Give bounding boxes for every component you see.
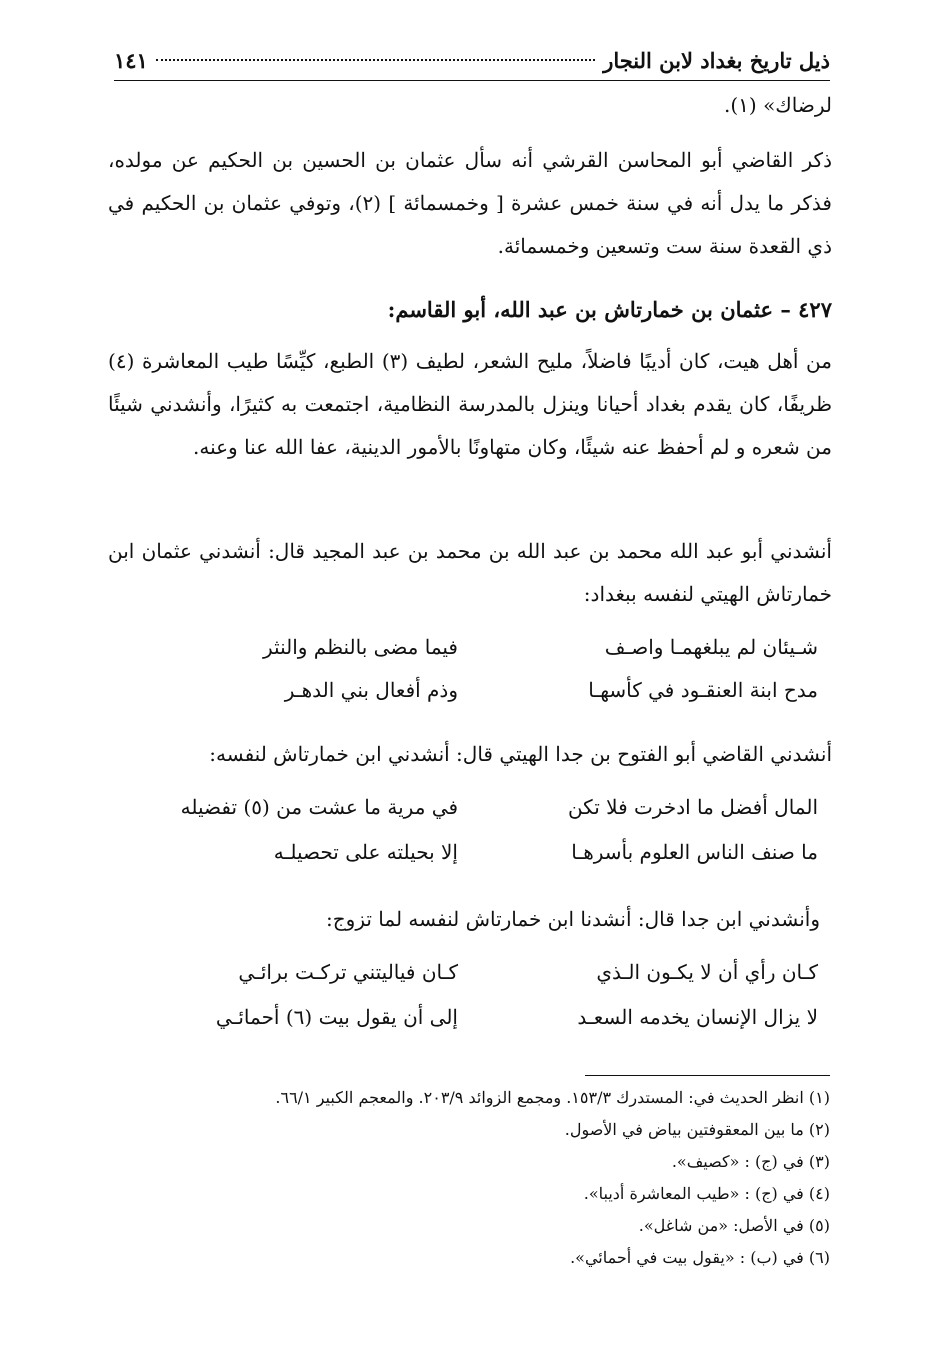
- verse-hemistich-first: مدح ابنة العنقـود في كأسهـا: [588, 678, 818, 702]
- paragraph-birth-death: ذكر القاضي أبو المحاسن القرشي أنه سأل عثمان بن الحسين بن الحكيم عن مولده، فذكر ما يدل أنه في سنة خمس عشرة [ وخمسمائة ] (٢)، وتوفي عثمان بن الحكيم في ذي القعدة سنة ست وتسعين وخمسمائة.: [108, 148, 832, 258]
- verse-line: [150, 635, 818, 675]
- verse-hemistich-second: فيما مضى بالنظم والنثر: [263, 635, 458, 659]
- verse-hemistich-first: لا يزال الإنسان يخدمه السعـد: [577, 1005, 818, 1029]
- verse-hemistich-second: إلى أن يقول بيت (٦) أحمائـي: [215, 1005, 458, 1029]
- verse-line: [150, 678, 818, 718]
- verse-line: [150, 795, 818, 835]
- page-number: ١٤١: [114, 47, 148, 73]
- header-dot-leader: [156, 59, 595, 61]
- footnote: (١) انظر الحديث في: المستدرك ١٥٣/٣. ومجمع الزوائد ٢٠٣/٩. والمعجم الكبير ٦٦/١.: [275, 1088, 830, 1107]
- verse-hemistich-first: ما صنف الناس العلوم بأسرهـا: [571, 840, 818, 864]
- paragraph-recitation-1: أنشدني أبو عبد الله محمد بن عبد الله بن محمد بن عبد المجيد قال: أنشدني عثمان ابن خمارتاش الهيتي لنفسه ببغداد:: [108, 539, 832, 606]
- entry-heading: ٤٢٧ – عثمان بن خمارتاش بن عبد الله، أبو القاسم:: [387, 297, 832, 322]
- footnote: (٥) في الأصل: «من شاغل».: [638, 1216, 830, 1235]
- verse-line: [150, 960, 818, 1000]
- verse-line: [150, 1005, 818, 1045]
- paragraph-recitation-3: وأنشدني ابن جدا قال: أنشدنا ابن خمارتاش لنفسه لما تزوج:: [326, 907, 820, 931]
- footnote: (٣) في (ج) : «كصيف».: [671, 1152, 830, 1171]
- verse-hemistich-second: إلا بحيلته على تحصيلـه: [273, 840, 458, 864]
- paragraph-continuation: لرضاك» (١).: [723, 93, 832, 117]
- footnote: (٤) في (ج) : «طيب المعاشرة أديبا».: [583, 1184, 830, 1203]
- verse-hemistich-first: كـان رأي أن لا يكـون الـذي: [596, 960, 818, 984]
- verse-hemistich-first: المال أفضل ما ادخرت فلا تكن: [567, 795, 818, 819]
- verse-hemistich-second: في مرية ما عشت من (٥) تفضيله: [180, 795, 458, 819]
- footnote-separator: [585, 1075, 830, 1076]
- footnote: (٢) ما بين المعقوفتين بياض في الأصول.: [564, 1120, 830, 1139]
- verse-hemistich-first: شـيئان لم يبلغهمـا واصـف: [604, 635, 818, 659]
- header-title: ذيل تاريخ بغداد لابن النجار: [603, 47, 830, 73]
- paragraph-recitation-2: أنشدني القاضي أبو الفتوح بن جدا الهيتي قال: أنشدني ابن خمارتاش لنفسه:: [209, 742, 832, 766]
- running-header: [114, 40, 830, 81]
- verse-line: [150, 840, 818, 880]
- verse-hemistich-second: وذم أفعال بني الدهـر: [284, 678, 458, 702]
- paragraph-biography: من أهل هيت، كان أديبًا فاضلاً، مليح الشعر، لطيف (٣) الطبع، كيِّسًا طيب المعاشرة (٤) ظريفًا، كان يقدم بغداد أحيانا وينزل بالمدرسة النظامية، اجتمعت به كثيرًا، وأنشدني شيئًا من شعره و لم أحفظ عنه شيئًا، وكان متهاونًا بالأمور الدينية، عفا الله عنا وعنه.: [108, 349, 832, 459]
- verse-hemistich-second: كـان فياليتني تركـت برائـي: [238, 960, 458, 984]
- footnote: (٦) في (ب) : «يقول بيت في أحمائي».: [570, 1248, 830, 1267]
